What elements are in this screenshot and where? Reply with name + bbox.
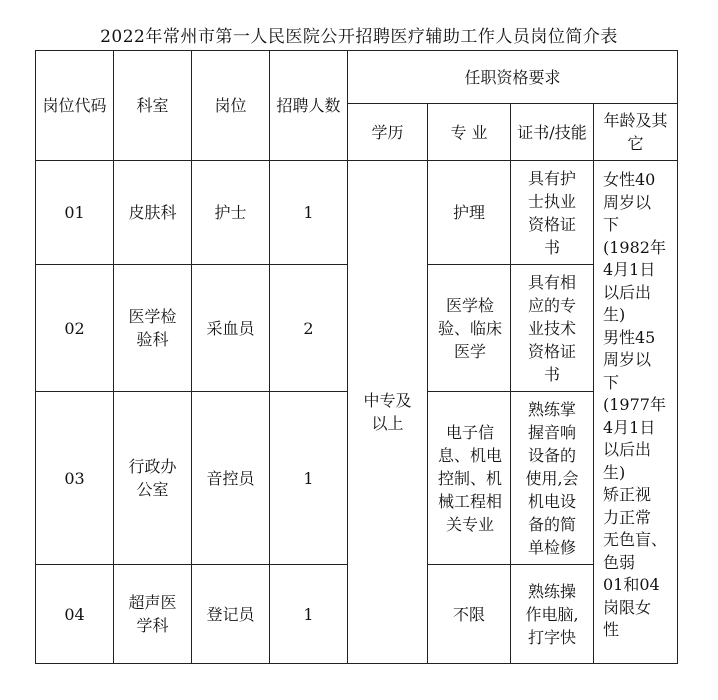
age-line: 周岁以 <box>603 192 652 212</box>
age-line: 岗限女 <box>603 597 652 617</box>
certificate-text: 具有相应的专业技术资格证书 <box>527 272 576 384</box>
major-text: 电子信息、机电控制、机械工程相关专业 <box>437 422 502 534</box>
age-line: 男性45 <box>603 327 656 347</box>
age-line: 01和04 <box>603 575 660 594</box>
row-code: 01 <box>36 161 114 265</box>
row-major: 护理 <box>428 161 511 265</box>
row-dept <box>114 392 192 565</box>
dept-text: 医学检验科 <box>128 307 177 349</box>
header-education: 学历 <box>348 104 428 161</box>
row-count: 2 <box>270 265 348 392</box>
age-line: 下 <box>603 372 620 392</box>
row-major: 不限 <box>428 565 511 664</box>
row-position: 采血员 <box>192 265 270 392</box>
row-dept: 皮肤科 <box>114 161 192 265</box>
header-count: 招聘人数 <box>270 51 348 161</box>
header-qualification: 任职资格要求 <box>348 51 678 104</box>
header-certificate: 证书/技能 <box>511 104 594 161</box>
row-count: 1 <box>270 565 348 664</box>
table-row <box>36 161 678 265</box>
education-cell <box>348 161 428 664</box>
age-line: 力正常 <box>603 507 652 527</box>
row-dept <box>114 265 192 392</box>
row-count: 1 <box>270 161 348 265</box>
age-line: 4月1日 <box>603 260 656 279</box>
row-code: 03 <box>36 392 114 565</box>
certificate-text: 熟练掌握音响设备的使用,会机电设备的简单检修 <box>525 399 579 557</box>
age-line: 下 <box>603 215 620 234</box>
header-dept: 科室 <box>114 51 192 161</box>
row-count: 1 <box>270 392 348 565</box>
header-major: 专 业 <box>428 104 511 161</box>
row-certificate <box>511 565 594 664</box>
age-line: 以后出 <box>603 440 652 459</box>
row-certificate <box>511 161 594 265</box>
page-title: 2022年常州市第一人民医院公开招聘医疗辅助工作人员岗位简介表 <box>100 27 618 47</box>
age-line: 以后出 <box>603 282 652 302</box>
header-position: 岗位 <box>192 51 270 161</box>
age-line: 生) <box>603 462 626 482</box>
dept-text: 行政办公室 <box>128 457 177 499</box>
row-certificate <box>511 265 594 392</box>
row-position: 音控员 <box>192 392 270 565</box>
job-table <box>35 50 678 664</box>
education-text: 中专及以上 <box>363 391 412 433</box>
age-line: 女性40 <box>603 170 656 189</box>
age-line: 性 <box>603 620 620 639</box>
dept-text: 超声医学科 <box>128 593 177 635</box>
row-code: 04 <box>36 565 114 664</box>
header-code: 岗位代码 <box>36 51 114 161</box>
row-major <box>428 392 511 565</box>
certificate-text: 具有护士执业资格证书 <box>527 168 576 257</box>
age-line: 4月1日 <box>603 417 656 437</box>
row-position: 护士 <box>192 161 270 265</box>
age-requirements-cell <box>594 161 678 664</box>
age-line: 周岁以 <box>603 350 652 369</box>
age-line: (1977年 <box>603 395 666 414</box>
age-line: 色弱 <box>603 552 636 572</box>
age-line: 无色盲、 <box>603 530 668 549</box>
certificate-text: 熟练操作电脑,打字快 <box>525 581 579 647</box>
age-line: 生) <box>603 305 626 324</box>
row-certificate <box>511 392 594 565</box>
row-position: 登记员 <box>192 565 270 664</box>
row-major <box>428 265 511 392</box>
row-code: 02 <box>36 265 114 392</box>
age-line: 矫正视 <box>603 485 652 504</box>
header-age-other: 年龄及其它 <box>594 104 678 161</box>
major-text: 医学检验、临床医学 <box>437 295 502 361</box>
age-line: (1982年 <box>603 237 666 257</box>
row-dept <box>114 565 192 664</box>
